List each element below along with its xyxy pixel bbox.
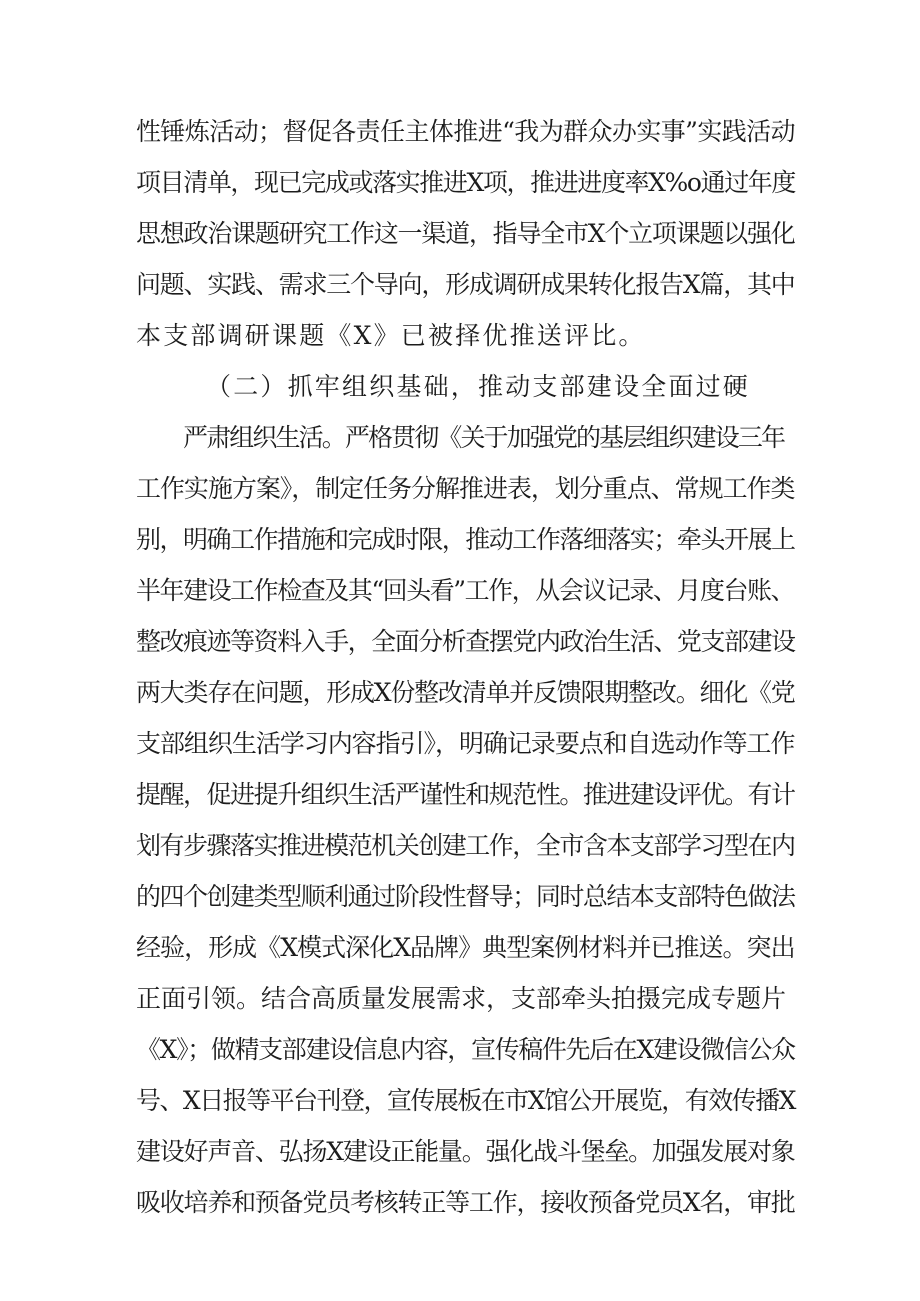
text-line: 思想政治课题研究工作这一渠道，指导全市X个立项课题以强化: [136, 219, 795, 248]
text-line: 建设好声音、弘扬X建设正能量。强化战斗堡垒。加强发展对象: [136, 1137, 795, 1166]
text-line: 整改痕迹等资料入手，全面分析查摆党内政治生活、党支部建设: [136, 627, 795, 656]
text-line: 项目清单，现已完成或落实推进X项，推进进度率X%o通过年度: [136, 168, 796, 197]
text-line: 吸收培养和预备党员考核转正等工作，接收预备党员X名，审批: [136, 1188, 795, 1217]
text-line: 的四个创建类型顺利通过阶段性督导；同时总结本支部特色做法: [136, 882, 795, 911]
text-line: 半年建设工作检查及其“回头看”工作，从会议记录、月度台账、: [136, 576, 795, 605]
text-line: 问题、实践、需求三个导向，形成调研成果转化报告X篇，其中: [136, 270, 795, 299]
text-line: 别，明确工作措施和完成时限，推动工作落细落实；牵头开展上: [136, 525, 795, 554]
text-line: 提醒，促进提升组织生活严谨性和规范性。推进建设评优。有计: [136, 780, 795, 809]
section-heading: （二）抓牢组织基础，推动支部建设全面过硬: [206, 372, 751, 401]
text-line: 正面引领。结合高质量发展需求，支部牵头拍摄完成专题片: [136, 984, 787, 1013]
text-line: 支部组织生活学习内容指引》，明确记录要点和自选动作等工作: [136, 729, 795, 758]
text-line: 两大类存在问题，形成X份整改清单并反馈限期整改。细化《党: [136, 678, 795, 707]
paragraph-start: 严肃组织生活。严格贯彻《关于加强党的基层组织建设三年: [183, 423, 785, 452]
text-line: 《X》；做精支部建设信息内容，宣传稿件先后在X建设微信公众: [136, 1035, 795, 1064]
text-line: 工作实施方案》，制定任务分解推进表，划分重点、常规工作类: [136, 474, 795, 503]
text-line: 号、X日报等平台刊登，宣传展板在市X馆公开展览，有效传播X: [136, 1086, 795, 1115]
text-line: 经验，形成《X模式深化X品牌》典型案例材料并已推送。突出: [136, 933, 795, 962]
text-line: 性锤炼活动；督促各责任主体推进“我为群众办实事”实践活动: [136, 117, 795, 146]
text-line: 本支部调研课题《X》已被择优推送评比。: [136, 321, 646, 350]
text-line: 划有步骤落实推进模范机关创建工作，全市含本支部学习型在内: [136, 831, 795, 860]
